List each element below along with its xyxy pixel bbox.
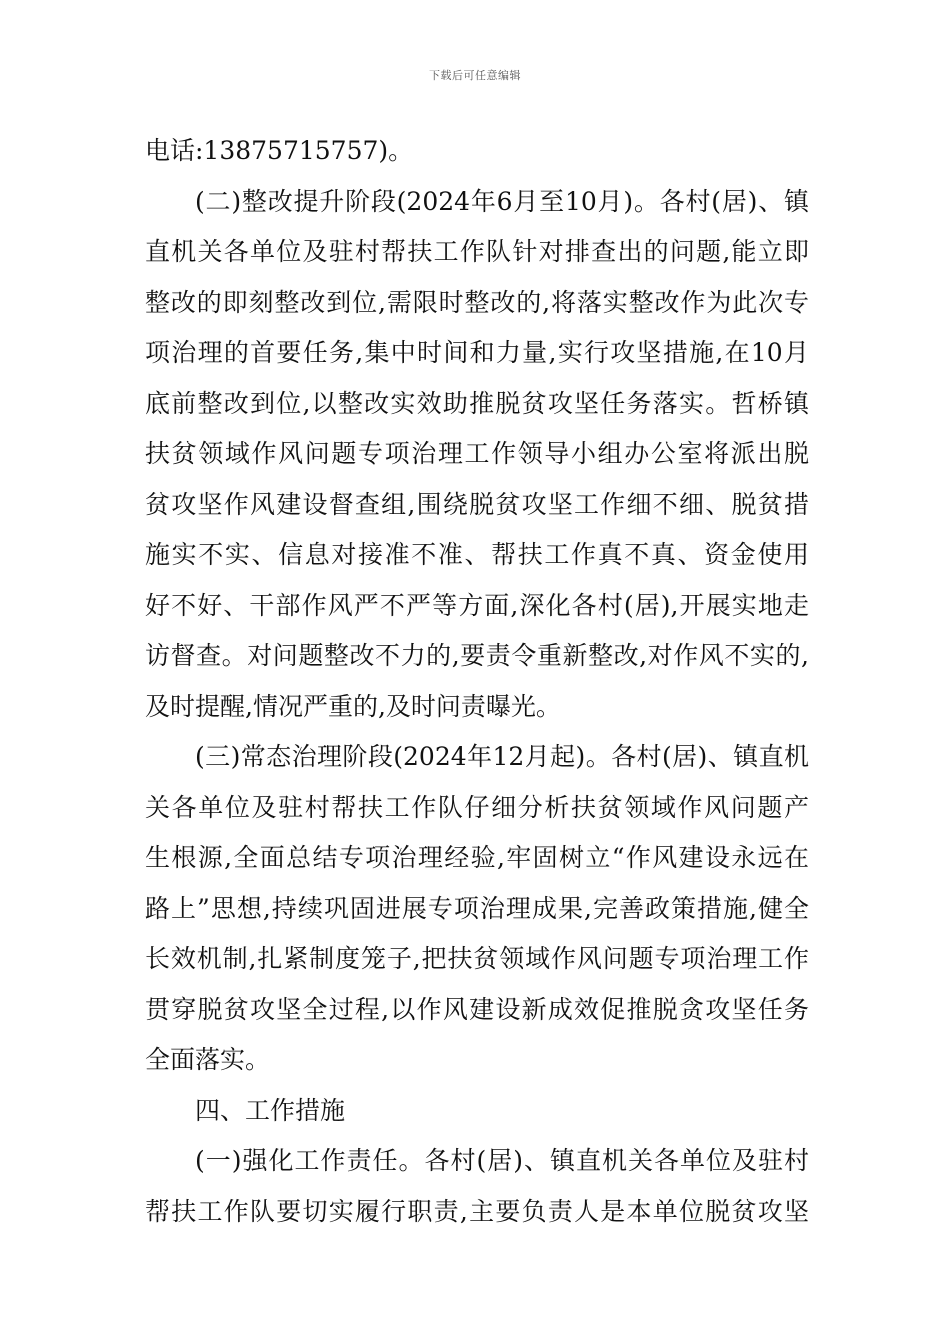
text-line: 项治理的首要任务,集中时间和力量,实行攻坚措施,在10月 xyxy=(145,338,809,367)
text-line: 帮扶工作队要切实履行职责,主要负责人是本单位脱贫攻坚 xyxy=(145,1196,809,1226)
text-line: 扶贫领域作风问题专项治理工作领导小组办公室将派出脱 xyxy=(145,439,809,468)
text-line: 好不好、干部作风严不严等方面,深化各村(居),开展实地走 xyxy=(145,590,809,620)
text-line: (一)强化工作责任。各村(居)、镇直机关各单位及驻村 xyxy=(195,1146,809,1175)
text-line: 贫攻坚作风建设督查组,围绕脱贫攻坚工作细不细、脱贫措 xyxy=(145,489,809,519)
text-line: 生根源,全面总结专项治理经验,牢固树立“作风建设永远在 xyxy=(145,843,809,872)
text-line: 施实不实、信息对接准不准、帮扶工作真不真、资金使用 xyxy=(145,540,809,569)
text-line: 整改的即刻整改到位,需限时整改的,将落实整改作为此次专 xyxy=(145,287,809,317)
text-line: (二)整改提升阶段(2024年6月至10月)。各村(居)、镇 xyxy=(195,186,809,216)
text-line: 全面落实。 xyxy=(145,1045,271,1074)
text-line: 直机关各单位及驻村帮扶工作队针对排查出的问题,能立即 xyxy=(145,237,809,266)
text-line: 路上”思想,持续巩固进展专项治理成果,完善政策措施,健全 xyxy=(145,893,809,923)
text-line: (三)常态治理阶段(2024年12月起)。各村(居)、镇直机 xyxy=(195,742,809,771)
section-heading: 四、工作措施 xyxy=(195,1095,346,1125)
text-line: 底前整改到位,以整改实效助推脱贫攻坚任务落实。哲桥镇 xyxy=(145,388,809,418)
page-header: 下载后可任意编辑 xyxy=(429,69,521,82)
text-line: 长效机制,扎紧制度笼子,把扶贫领域作风问题专项治理工作 xyxy=(145,944,809,973)
text-line: 电话:13875715757)。 xyxy=(145,136,414,165)
text-line: 贯穿脱贫攻坚全过程,以作风建设新成效促推脱贪攻坚任务 xyxy=(145,994,809,1024)
text-line: 及时提醒,情况严重的,及时问责曝光。 xyxy=(145,691,561,721)
document-body xyxy=(145,126,809,1237)
text-line: 访督查。对问题整改不力的,要责令重新整改,对作风不实的, xyxy=(145,641,809,670)
text-line: 关各单位及驻村帮扶工作队仔细分析扶贫领域作风问题产 xyxy=(145,792,809,822)
